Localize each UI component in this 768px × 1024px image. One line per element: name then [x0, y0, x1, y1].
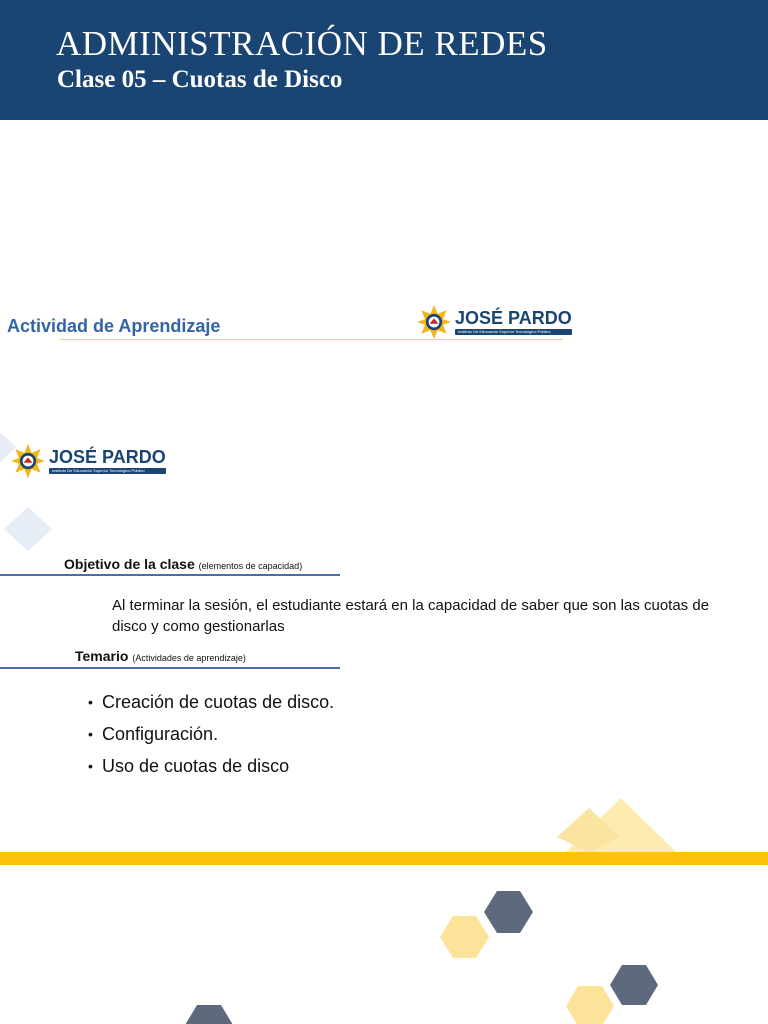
objective-heading	[64, 556, 302, 572]
deco-diamond-yellow	[557, 808, 620, 852]
list-item	[88, 718, 334, 750]
list-item	[88, 686, 334, 718]
institution-emblem-icon	[416, 304, 452, 340]
institution-emblem-icon	[10, 443, 46, 479]
syllabus-title: Temario	[75, 648, 129, 664]
list-item-label: Configuración.	[102, 724, 219, 744]
objective-text: Al terminar la sesión, el estudiante estará en la capacidad de saber que son las cuotas de disco y como gestionarlas	[112, 597, 710, 635]
deco-hexagon-yellow-1	[440, 916, 489, 958]
deco-triangle-large	[566, 798, 676, 852]
class-subtitle: Clase 05 – Cuotas de Disco	[57, 66, 343, 93]
deco-hexagon-yellow-2	[566, 986, 614, 1024]
list-item-label: Uso de cuotas de disco	[102, 756, 290, 776]
syllabus-list	[88, 686, 334, 782]
institution-name: JOSÉ PARDO	[49, 447, 166, 467]
deco-hexagon-gray-3	[185, 1005, 233, 1024]
objective-title: Objetivo de la clase	[64, 556, 195, 572]
syllabus-underline	[0, 667, 340, 669]
header-bar	[0, 0, 768, 120]
course-title: ADMINISTRACIÓN DE REDES	[56, 24, 548, 63]
institution-logo-left	[10, 443, 166, 479]
institution-logo-top	[416, 304, 572, 340]
accent-bar	[0, 852, 768, 865]
objective-note: (elementos de capacidad)	[198, 561, 303, 571]
deco-hexagon-gray-2	[610, 965, 658, 1005]
bullet-icon: •	[88, 694, 93, 710]
bullet-icon: •	[88, 758, 93, 774]
institution-name: JOSÉ PARDO	[455, 308, 572, 328]
section-title: Actividad de Aprendizaje	[7, 316, 221, 336]
syllabus-note: (Actividades de aprendizaje)	[132, 653, 246, 663]
deco-hexagon-gray-1	[484, 891, 533, 933]
list-item	[88, 750, 334, 782]
objective-underline	[0, 574, 340, 576]
institution-tagline: Instituto De Educación Superior Tecnológico Público	[49, 468, 166, 474]
deco-diamond-left	[4, 507, 52, 551]
bullet-icon: •	[88, 726, 93, 742]
syllabus-heading	[75, 648, 246, 664]
list-item-label: Creación de cuotas de disco.	[102, 692, 335, 712]
institution-tagline: Instituto De Educación Superior Tecnológico Público	[455, 329, 572, 335]
